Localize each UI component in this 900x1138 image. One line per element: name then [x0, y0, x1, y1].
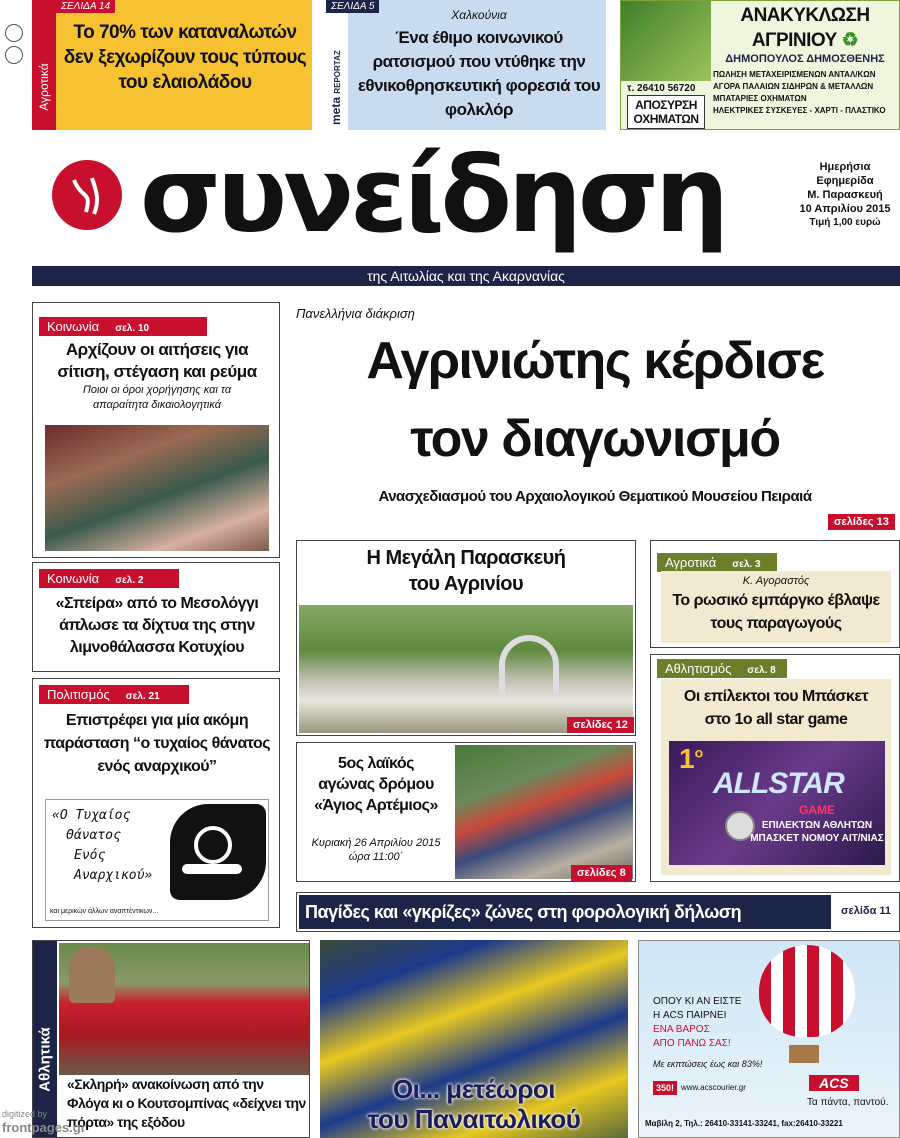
right-1-tag-label: Αγροτικά	[665, 555, 717, 570]
race-story[interactable]	[296, 742, 636, 882]
article-3-poster	[45, 799, 269, 921]
acs-line-3: ΕΝΑ ΒΑΡΟΣ	[653, 1024, 710, 1035]
allstar-logo-2: GAME	[799, 803, 835, 817]
ad-list	[713, 69, 899, 117]
teaser-side-label: Αγροτικά	[37, 63, 51, 111]
ad-title-2-text: ΑΓΡΙΝΙΟΥ	[751, 30, 837, 51]
acs-line-4: ΑΠΟ ΠΑΝΩ ΣΑΣ!	[653, 1038, 731, 1049]
coach-portrait	[69, 947, 115, 1003]
left-article-3[interactable]	[32, 678, 280, 928]
acs-website: www.acscourier.gr	[681, 1083, 746, 1092]
lead-headline-2: τον διαγωνισμό	[410, 410, 780, 468]
article-1-page: σελ. 10	[115, 323, 150, 334]
article-1-tag-label: Κοινωνία	[47, 319, 100, 334]
right-2-tag-label: Αθλητισμός	[665, 661, 732, 676]
meta-label	[329, 29, 343, 125]
acs-badge: 350!	[653, 1081, 677, 1095]
race-title	[301, 753, 451, 816]
acs-line-1: ΟΠΟΥ ΚΙ ΑΝ ΕΙΣΤΕ	[653, 996, 742, 1007]
ad-list-3: ΜΠΑΤΑΡΙΕΣ ΟΧΗΜΑΤΩΝ	[713, 94, 807, 103]
acs-slogan: Τα πάντα, παντού.	[807, 1097, 889, 1108]
masthead-logo-icon	[52, 160, 122, 230]
allstar-caption-1: ΕΠΙΛΕΚΤΩΝ ΑΘΛΗΤΩΝ	[761, 820, 873, 831]
good-friday-pages: σελίδες 12	[567, 717, 634, 733]
acs-text	[653, 995, 741, 1051]
teaser-page-label: ΣΕΛΙΔΑ 14	[61, 1, 111, 12]
lead-kicker: Πανελλήνια διάκριση	[296, 306, 415, 321]
meta-label-a: meta	[329, 96, 343, 125]
article-1-sub: Ποιοι οι όροι χορήγησης και τα απαραίτητα δικαιολογητικά	[82, 384, 232, 411]
article-2-tag	[39, 569, 179, 588]
acs-line-2: Η ACS ΠΑΙΡΝΕΙ	[653, 1010, 727, 1021]
acs-ad[interactable]	[638, 940, 900, 1138]
right-2-page: σελ. 8	[747, 665, 776, 676]
top-left-teaser[interactable]	[32, 0, 312, 130]
good-friday-photo	[299, 605, 633, 733]
race-time: ώρα 11:00΄	[348, 851, 404, 863]
allstar-caption	[749, 819, 885, 845]
right-2-headline: Οι επίλεκτοι του Μπάσκετ στο 1ο all star game	[683, 688, 869, 728]
left-article-2[interactable]	[32, 562, 280, 672]
allstar-badge-sup: ο	[694, 744, 704, 761]
allstar-logo: ALLSTAR	[713, 767, 844, 800]
top-mid-teaser[interactable]	[324, 0, 606, 130]
masthead-info-2: Εφημερίδα	[816, 175, 874, 187]
allstar-banner	[669, 741, 885, 865]
good-friday-headline-2: του Αγρινίου	[408, 573, 524, 595]
sport-photo	[59, 943, 309, 1075]
masthead-subtitle: της Αιτωλίας και της Ακαρνανίας	[367, 268, 565, 284]
allstar-caption-2: ΜΠΑΣΚΕΤ ΝΟΜΟΥ ΑΙΤ/ΝΙΑΣ	[750, 833, 884, 844]
poster-line-4: Αναρχικού»	[74, 868, 153, 883]
teaser-headline: Το 70% των καταναλωτών δεν ξεχωρίζουν τους τύπους του ελαιολάδου	[63, 22, 307, 93]
race-line-1: 5ος λαϊκός	[338, 755, 414, 772]
masthead-subtitle-bar	[32, 266, 900, 286]
panaitolikos-story[interactable]	[320, 940, 628, 1138]
masthead-date: 10 Απριλίου 2015	[799, 203, 891, 215]
panaitolikos-headline-2: του Παναιτωλικού	[367, 1104, 581, 1134]
balloon-icon	[759, 945, 855, 1037]
masthead-price: Τιμή 1,00 ευρώ	[809, 217, 881, 228]
poster-line-1: «Ο Τυχαίος	[52, 808, 131, 823]
poster-text	[52, 806, 152, 886]
race-line-2: αγώνας δρόμου	[318, 776, 434, 793]
sport-headline: «Σκληρή» ανακοίνωση από την Φλόγα κι ο Κουτσομπίνας «δείχνει την πόρτα» της εξόδου	[67, 1076, 306, 1130]
ad-owner: ΔΗΜΟΠΟΥΛΟΣ ΔΗΜΟΣΘΕΝΗΣ	[725, 53, 885, 65]
race-photo	[455, 745, 633, 879]
right-1-tag	[657, 553, 777, 572]
right-2-tag	[657, 659, 787, 678]
left-article-1[interactable]	[32, 302, 280, 558]
teaser-page	[56, 0, 115, 13]
tax-page: σελίδα 11	[841, 905, 892, 917]
article-1-headline: Αρχίζουν οι αιτήσεις για σίτιση, στέγαση και ρεύμα	[57, 340, 257, 381]
meta-label-b: REPORTAZ	[333, 50, 342, 94]
tax-bar[interactable]	[296, 892, 900, 932]
allstar-badge-num: 1	[679, 743, 695, 774]
panaitolikos-headline-1: Οι... μετέωροι	[392, 1074, 556, 1104]
poster-face	[170, 804, 266, 900]
article-2-headline: «Σπείρα» από το Μεσολόγγι άπλωσε τα δίχτυα της στην λιμνοθάλασσα Κοτυχίου	[55, 595, 259, 656]
tax-headline: Παγίδες και «γκρίζες» ζώνες στη φορολογική δήλωση	[305, 902, 742, 922]
article-1-tag	[39, 317, 207, 336]
ad-green-map	[621, 1, 711, 81]
ad-title-2	[711, 29, 899, 52]
poster-caption: και μερικών άλλων αναπτέντικων...	[50, 908, 159, 915]
mid-teaser-kicker: Χαλκούνια	[451, 8, 507, 22]
poster-line-2: Θάνατος	[66, 828, 121, 843]
article-1-photo	[45, 425, 269, 551]
article-2-page: σελ. 2	[115, 575, 144, 586]
balloon-basket	[789, 1045, 819, 1063]
race-pages: σελίδες 8	[571, 865, 632, 881]
watermark-line-2: frontpages.gr	[2, 1120, 86, 1135]
article-3-tag	[39, 685, 189, 704]
masthead-info	[790, 160, 900, 230]
watermark	[2, 1108, 86, 1134]
ad-list-2: ΑΓΟΡΑ ΠΑΛΑΙΩΝ ΣΙΔΗΡΩΝ & ΜΕΤΑΛΛΩΝ	[713, 82, 874, 91]
right-1-author: Κ. Αγοραστός	[742, 575, 810, 587]
lead-pages: σελίδες 13	[828, 514, 895, 530]
right-1-headline: Το ρωσικό εμπάργκο έβλαψε τους παραγωγούς	[672, 592, 880, 632]
watermark-line-1: digitized by	[2, 1109, 48, 1119]
mid-teaser-headline: Ένα έθιμο κοινωνικού ρατσισμού που ντύθηκε την εθνικοθρησκευτική φορεσιά του φολκλόρ	[357, 28, 601, 119]
poster-line-3: Ενός	[74, 848, 106, 863]
race-date: Κυριακή 26 Απριλίου 2015	[311, 837, 441, 849]
acs-discount: Με εκπτώσεις έως και 83%!	[653, 1059, 763, 1069]
ad-box: ΑΠΟΣΥΡΣΗ ΟΧΗΜΑΤΩΝ	[627, 95, 705, 129]
article-3-page: σελ. 21	[125, 691, 160, 702]
tax-headline-box	[299, 895, 831, 929]
article-3-tag-label: Πολιτισμός	[47, 687, 110, 702]
masthead-info-3: Μ. Παρασκευή	[807, 189, 883, 201]
masthead-info-1: Ημερήσια	[819, 161, 871, 173]
allstar-badge	[679, 743, 703, 775]
right-1-page: σελ. 3	[732, 559, 761, 570]
article-3-headline: Επιστρέφει για μία ακόμη παράσταση “ο τυχαίος θάνατος ενός αναρχικού”	[43, 712, 271, 775]
ad-list-4: ΗΛΕΚΤΡΙΚΕΣ ΣΥΣΚΕΥΕΣ - ΧΑΡΤΙ - ΠΛΑΣΤΙΚΟ	[713, 106, 886, 115]
acs-address: Μαβίλη 2, Τηλ.: 26410-33141-33241, fax:26410-33221	[645, 1119, 843, 1128]
good-friday-story[interactable]	[296, 540, 636, 736]
masthead-title: συνείδηση	[140, 134, 726, 256]
ad-phone: τ. 26410 56720	[627, 83, 696, 94]
ad-title-1: ΑΝΑΚΥΚΛΩΣΗ	[740, 5, 870, 26]
right-article-2[interactable]	[650, 654, 900, 882]
side-ornament	[2, 20, 26, 70]
right-1-body	[661, 571, 891, 643]
sport-side-label: Αθλητικά	[36, 1027, 54, 1092]
recycle-icon: ♻	[841, 30, 859, 51]
acs-logo: ACS	[809, 1075, 859, 1091]
lead-subheadline: Ανασχεδιασμού του Αρχαιολογικού Θεματικού Μουσείου Πειραιά	[378, 488, 812, 505]
ad-list-1: ΠΩΛΗΣΗ ΜΕΤΑΧΕΙΡΙΣΜΕΝΩΝ ΑΝΤΑΛ/ΚΩΝ	[713, 70, 876, 79]
article-2-tag-label: Κοινωνία	[47, 571, 100, 586]
good-friday-headline-1: Η Μεγάλη Παρασκευή	[366, 547, 566, 569]
lead-headline-1: Αγρινιώτης κέρδισε	[366, 332, 824, 390]
right-article-1[interactable]	[650, 540, 900, 648]
mid-teaser-page-label: ΣΕΛΙΔΑ 5	[331, 1, 375, 12]
recycling-ad[interactable]	[620, 0, 900, 130]
race-line-3: «Άγιος Αρτέμιος»	[314, 797, 438, 814]
